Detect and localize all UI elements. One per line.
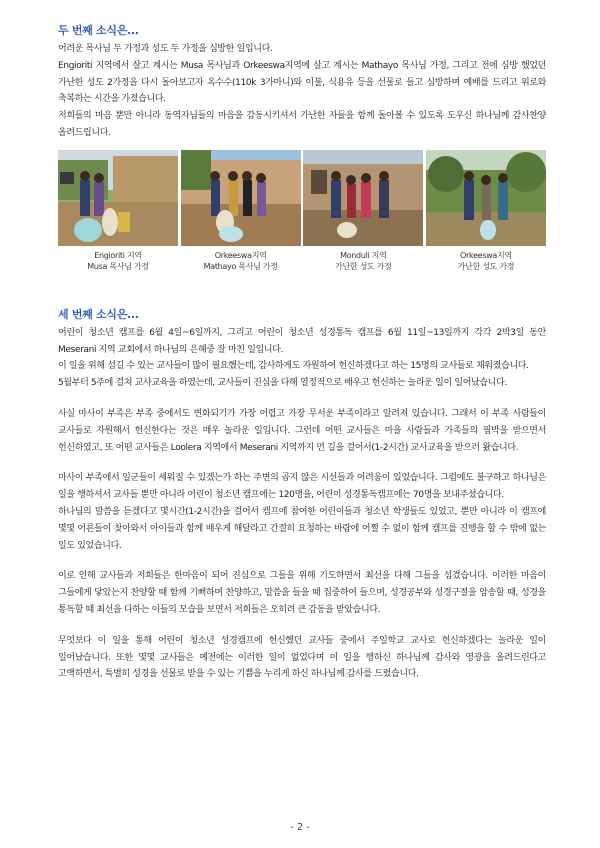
family-visit-photo (181, 150, 301, 246)
paragraph: Engioriti 지역에서 살고 계시는 Musa 목사님과 Orkeeswa지역에 살고 계시는 Mathayo 목사님 가정, 그리고 전에 심방 했었던 가난한 성도 2가정을 다시 돌아보고자 옥수수(110k 3가마니)와 이불, 식용유 등을 선물로 들고 심방하며 예배를 드리고 위로와 축복하는 시간을 가졌습니다. (58, 60, 546, 105)
family-visit-photo (303, 150, 423, 246)
paragraph: 하나님의 말씀을 듣겠다고 몇시간(1-2시간)을 걸어서 캠프에 참여한 어린이들과 청소년 학생들도 있었고, 뿐만 아니라 이 캠프에 몇몇 어른들이 찾아와서 아이들과 함께 배우게 해달라고 간절히 요청하는 바람에 어쩔 수 없이 함께 캠프를 진행을 할 수 밖에 없는 일도 있었습니다. (58, 506, 546, 551)
paragraph-gap (58, 619, 546, 633)
photo-card (426, 150, 546, 272)
paragraph: 사실 마사이 부족은 부족 중에서도 변화되기가 가장 어렵고 가장 무서운 부족이라고 알려져 있습니다. 그래서 이 부족 사람들이 교사들로 자원해서 헌신한다는 것은 매우 놀라운 일입니다. 그런데 어떤 교사들은 마을 사람들과 가족들의 핍박을 받으면서 헌신하였고, 또 어떤 교사들은 Loolera 지역에서 Meserani 지역까지 먼 길을 걸어서(1-2시간) 교사교육을 받으러 왔습니다. (58, 408, 546, 453)
paragraph: 어린이 청소년 캠프를 6월 4일~6일까지, 그리고 어린이 청소년 성경통독 캠프를 6월 11일~13일까지 각각 2박3일 동안 Meserani 지역 교회에서 하나님의 은혜중 잘 마친 일입니다. (58, 327, 546, 355)
paragraph-gap (58, 392, 546, 406)
photo-card (303, 150, 423, 272)
photo-caption-line1: Monduli 지역 (340, 250, 387, 260)
page-content (58, 22, 546, 683)
page-number: - 2 - (290, 822, 310, 833)
third-news-section (58, 306, 546, 683)
paragraph-gap (58, 456, 546, 470)
paragraph: 어려운 목사님 두 가정과 성도 두 가정을 심방한 일입니다. (58, 44, 273, 54)
section-heading-second-news: 두 번째 소식은... (58, 24, 139, 37)
photo-caption-line1: Orkeeswa지역 (460, 250, 512, 260)
photo-caption-line2: Musa 목사님 가정 (87, 261, 149, 271)
photo-caption-line2: 가난한 성도 가정 (457, 261, 515, 271)
family-visit-photo (58, 150, 178, 246)
photo-caption-line1: Engioriti 지역 (94, 250, 142, 260)
paragraph: 마사이 부족에서 일군들이 세워질 수 있겠는가 하는 주변의 곱지 않은 시선들과 어려움이 있었습니다. 그럼에도 불구하고 하나님은 일을 행하셔서 교사들 뿐만 아니라 어린이 청소년 캠프에는 120명을, 어린이 성경통독캠프에는 70명을 보내주셨습니다. (58, 473, 546, 501)
paragraph: 이 일을 위해 섬길 수 있는 교사들이 많이 필요했는데, 감사하게도 자원하여 헌신하겠다고 하는 15명의 교사들로 채워졌습니다. (58, 361, 529, 372)
photo-gallery (58, 150, 546, 272)
paragraph: 5월부터 5주에 걸쳐 교사교육을 하였는데, 교사들이 진심을 다해 열정적으로 배우고 헌신하는 놀라운 일이 일어났습니다. (58, 378, 507, 389)
photo-caption-line2: 가난한 성도 가정 (335, 261, 392, 271)
paragraph: 무엇보다 이 일을 통해 어린이 청소년 성경캠프에 헌신했던 교사들 중에서 주일학교 교사로 헌신하겠다는 놀라운 일이 일어났습니다. 또한 몇몇 교사들은 예전에는 이러한 일이 없었다며 이 일을 행하신 하나님께 감사와 영광을 올려드린다고 고백하면서, 특별히 성경을 선물로 받을 수 있는 기쁨을 누리게 하신 하나님께 감사를 드렸습니다. (58, 635, 546, 680)
photo-card (58, 150, 178, 272)
family-visit-photo (426, 150, 546, 246)
photo-caption-line2: Mathayo 목사님 가정 (203, 261, 278, 271)
paragraph: 이로 인해 교사들과 저희들은 한마음이 되어 진심으로 그들을 위해 기도하면서 최선을 다해 그들을 섬겼습니다. 이러한 마음이 그들에게 닿았는지 찬양할 때 함께 기뻐하며 찬양하고, 말씀을 들을 때 집중하여 들으며, 성경공부와 성경구절을 암송할 때, 성경을 통독할 때 최선을 다하는 이들의 모습을 보면서 저희들은 오히려 큰 감동을 받았습니다. (58, 571, 546, 615)
paragraph: 저희들의 마음 뿐만 아니라 동역자님들의 마음을 감동시키셔서 가난한 자들을 함께 돌아볼 수 있도록 도우신 하나님께 감사찬양 올려드립니다. (58, 111, 546, 138)
section-heading-third-news: 세 번째 소식은... (58, 307, 139, 321)
paragraph-gap (58, 554, 546, 568)
photo-caption-line1: Orkeeswa지역 (214, 250, 267, 260)
photo-card (181, 150, 301, 272)
